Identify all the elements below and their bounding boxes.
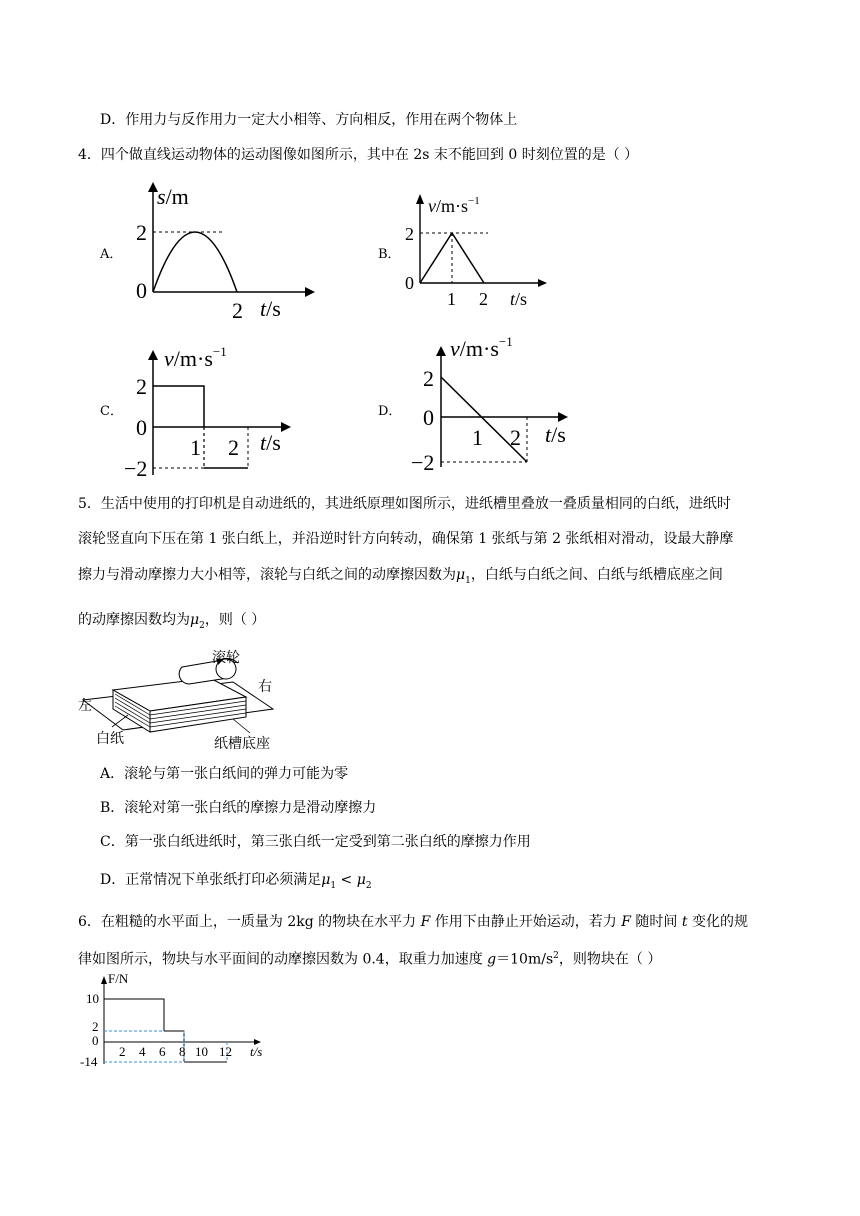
graph-d [410, 332, 590, 477]
ft-x-tick-10: 10 [195, 1044, 208, 1059]
graph-c [120, 340, 310, 480]
graph-c-x-tick1: 1 [190, 435, 201, 460]
ft-y-label: F/N [108, 971, 129, 986]
graph-b-origin: 0 [405, 273, 414, 293]
graph-c-x-tick2: 2 [228, 435, 239, 460]
graph-b-x-label: t/s [510, 289, 528, 309]
q5-stem-line1: 5．生活中使用的打印机是自动进纸的，其进纸原理如图所示，进纸槽里叠放一叠质量相同的白纸，进纸时 [78, 496, 731, 512]
graph-d-y-tick-neg: −2 [411, 450, 435, 475]
graph-c-y-arrow [148, 350, 158, 360]
ft-y-tick-neg14: -14 [80, 1054, 98, 1069]
ft-x-tick-8: 8 [179, 1044, 186, 1059]
graph-c-y-tick-neg: −2 [124, 456, 148, 481]
graph-d-y-arrow [436, 346, 446, 356]
q5-option-a: A．滚轮与第一张白纸间的弹力可能为零 [100, 766, 349, 782]
graph-a-origin: 0 [136, 278, 147, 303]
ft-x-tick-2: 2 [119, 1044, 126, 1059]
graph-a-x-label: t/s [260, 296, 281, 321]
ft-y-tick-10: 10 [86, 991, 99, 1006]
q6-stem-line1: 6．在粗糙的水平面上，一质量为 2kg 的物块在水平力 F 作用下由静止开始运动，若力 F 随时间 t 变化的规 [78, 914, 748, 930]
q4-label-a: A． [100, 247, 123, 262]
graph-a-curve [153, 232, 237, 292]
q5-option-d: D．正常情况下单张纸打印必须满足$\mu_1 < \mu_2$ [100, 872, 372, 891]
q3-option-d: D．作用力与反作用力一定大小相等、方向相反，作用在两个物体上 [100, 112, 518, 128]
f-t-graph [78, 972, 278, 1072]
graph-b-y-arrow [416, 194, 424, 204]
graph-d-origin: 0 [423, 405, 434, 430]
q4-label-c: C． [100, 404, 123, 419]
graph-b-y-tick: 2 [405, 224, 414, 244]
graph-a [120, 180, 320, 325]
graph-d-y-label: $v/m\cdot s^{-1}$ [450, 334, 513, 361]
graph-c-origin: 0 [136, 415, 147, 440]
base-leader-line [233, 719, 250, 733]
ft-x-tick-4: 4 [139, 1044, 146, 1059]
q4-label-b: B． [378, 247, 401, 262]
label-paper: 白纸 [96, 732, 124, 747]
ft-x-tick-6: 6 [159, 1044, 166, 1059]
graph-a-x-arrow [305, 287, 315, 297]
ft-segment-2 [164, 1031, 184, 1042]
q5-stem-line3: 擦力与滑动摩擦力大小相等，滚轮与白纸之间的动摩擦因数为$\mu_1$，白纸与白纸之间、白纸与纸槽底座之间 [78, 567, 723, 586]
q5-stem-line4: 的动摩擦因数均为$\mu_2$，则（ ） [78, 612, 266, 631]
graph-c-y-label: $v/m\cdot s^{-1}$ [164, 344, 227, 371]
graph-b-x-tick2: 2 [479, 289, 488, 309]
graph-a-y-tick: 2 [136, 220, 147, 245]
graph-b-y-label: $v/m\cdot s^{-1}$ [428, 195, 480, 216]
graph-d-x-label: t/s [545, 422, 566, 447]
q4-label-d: D． [378, 404, 402, 419]
printer-figure [78, 645, 288, 757]
graph-d-x-tick1: 1 [472, 425, 483, 450]
label-right: 右 [258, 680, 272, 695]
label-left: 左 [78, 699, 92, 714]
graph-c-y-tick-pos: 2 [136, 374, 147, 399]
ft-y-arrow [101, 976, 107, 984]
label-base: 纸槽底座 [214, 737, 270, 752]
q5-option-b: B．滚轮对第一张白纸的摩擦力是滑动摩擦力 [100, 800, 377, 816]
graph-d-x-tick2: 2 [510, 425, 521, 450]
graph-a-y-label: s/m [157, 184, 189, 209]
graph-b-x-tick1: 1 [447, 289, 456, 309]
q6-stem-line2: 律如图所示，物块与水平面间的动摩擦因数为 0.4，取重力加速度 $g=10m/s^2$，则物块在（ ） [78, 951, 662, 968]
ft-y-tick-0: 0 [92, 1033, 99, 1048]
ft-y-tick-2: 2 [92, 1019, 99, 1034]
graph-d-x-arrow [558, 412, 568, 422]
label-roller: 滚轮 [212, 651, 240, 666]
ft-segment-1 [104, 999, 164, 1031]
graph-c-x-label: t/s [260, 430, 281, 455]
graph-b [400, 180, 560, 310]
q4-stem: 4．四个做直线运动物体的运动图像如图所示，其中在 2s 末不能回到 0 时刻位置的是（ ） [78, 147, 639, 163]
q5-stem-line2: 滚轮竖直向下压在第 1 张白纸上，并沿逆时针方向转动，确保第 1 张纸与第 2 张纸相对滑动，设最大静摩 [78, 531, 734, 547]
graph-c-pos-segment [153, 386, 204, 427]
ft-x-tick-12: 12 [219, 1044, 232, 1059]
graph-a-x-tick: 2 [232, 298, 243, 323]
graph-b-x-arrow [538, 279, 547, 287]
q5-option-c: C．第一张白纸进纸时，第三张白纸一定受到第二张白纸的摩擦力作用 [100, 834, 531, 850]
graph-c-x-arrow [281, 422, 291, 432]
ft-x-label: t/s [250, 1044, 263, 1059]
graph-d-y-tick-pos: 2 [423, 366, 434, 391]
